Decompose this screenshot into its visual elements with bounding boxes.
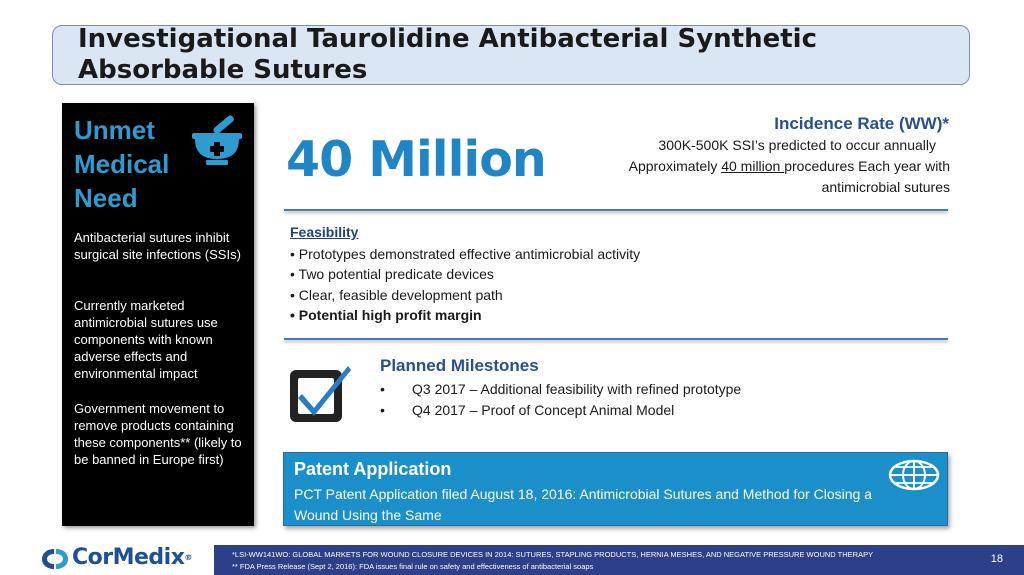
incidence-title: Incidence Rate (WW)* — [774, 114, 949, 133]
divider-top — [284, 209, 948, 211]
logo-trademark: ® — [184, 553, 192, 562]
checkbox-checked-icon — [288, 362, 352, 424]
milestone-bullet-1: • — [380, 381, 385, 397]
incidence-line-2-prefix: Approximately — [628, 158, 722, 174]
footnote-1: *LSI-WW141WO: GLOBAL MARKETS FOR WOUND CLOSURE DEVICES IN 2014: SUTURES, STAPLING PRODUCTS, HERNIA MESHES, AND NEGATIVE PRESSURE WOUND THERAPY — [232, 550, 874, 559]
unmet-need-heading — [74, 113, 194, 215]
feasibility-bullet-1: • Prototypes demonstrated effective antimicrobial activity — [290, 246, 641, 262]
incidence-line-3: antimicrobial sutures — [821, 179, 950, 195]
feasibility-bullet-4: • Potential high profit margin — [290, 307, 482, 323]
milestone-item-1 — [380, 379, 741, 399]
incidence-line-2 — [629, 156, 950, 176]
slide-title — [78, 24, 938, 86]
milestone-bullet-2: • — [380, 402, 385, 418]
feasibility-bullet-3: • Clear, feasible development path — [290, 287, 503, 303]
feasibility-title: Feasibility — [290, 224, 359, 240]
unmet-need-heading-line1: Unmet — [74, 115, 155, 145]
page-number: 18 — [990, 553, 1003, 565]
slide-title-line2: Absorbable Sutures — [78, 55, 368, 85]
unmet-need-heading-line3: Need — [74, 183, 138, 213]
mortar-pestle-medical-icon — [190, 115, 244, 169]
feasibility-bullet-4-text: Potential high profit margin — [298, 307, 482, 323]
milestones-title: Planned Milestones — [380, 356, 539, 375]
footer-bar — [214, 545, 1024, 575]
patent-title: Patent Application — [294, 459, 452, 479]
patent-body: PCT Patent Application filed August 18, 2016: Antimicrobial Sutures and Method for Closing a Wound Using the Same — [294, 486, 872, 523]
divider-middle — [284, 338, 948, 340]
globe-icon — [888, 459, 940, 491]
feasibility-bullet-2: • Two potential predicate devices — [290, 266, 494, 282]
unmet-need-paragraph-2: Currently marketed antimicrobial sutures use components with known adverse effects and environmental impact — [74, 298, 218, 381]
incidence-line-1: 300K-500K SSI’s predicted to occur annually — [658, 137, 936, 153]
unmet-need-paragraph-1: Antibacterial sutures inhibit surgical site infections (SSIs) — [74, 230, 241, 262]
incidence-line-2-suffix: procedures Each year with — [784, 158, 950, 174]
unmet-need-heading-line2: Medical — [74, 149, 170, 179]
cormedix-logo-mark-icon — [40, 545, 70, 571]
unmet-need-paragraph-3: Government movement to remove products containing these components** (likely to be banned in Europe first) — [74, 401, 242, 467]
milestone-item-1-text: Q3 2017 – Additional feasibility with refined prototype — [412, 381, 742, 397]
slide-title-line1: Investigational Taurolidine Antibacterial Synthetic — [78, 24, 817, 54]
feasibility-bullet-1-text: Prototypes demonstrated effective antimicrobial activity — [298, 246, 641, 262]
incidence-line-2-underlined: 40 million — [721, 158, 785, 174]
logo-wordmark: CorMedix — [72, 545, 185, 570]
milestone-item-2 — [380, 400, 674, 420]
milestone-item-2-text: Q4 2017 – Proof of Concept Animal Model — [412, 402, 675, 418]
feasibility-bullet-2-text: Two potential predicate devices — [298, 266, 494, 282]
footnote-2: ** FDA Press Release (Sept 2, 2016): FDA issues final rule on safety and effectiveness of antibacterial soaps — [232, 562, 594, 571]
feasibility-bullet-3-text: Clear, feasible development path — [298, 287, 503, 303]
headline-number: 40 Million — [286, 131, 546, 188]
unmet-need-panel — [62, 103, 254, 526]
patent-application-box — [283, 452, 948, 526]
cormedix-logo-text — [72, 544, 192, 572]
